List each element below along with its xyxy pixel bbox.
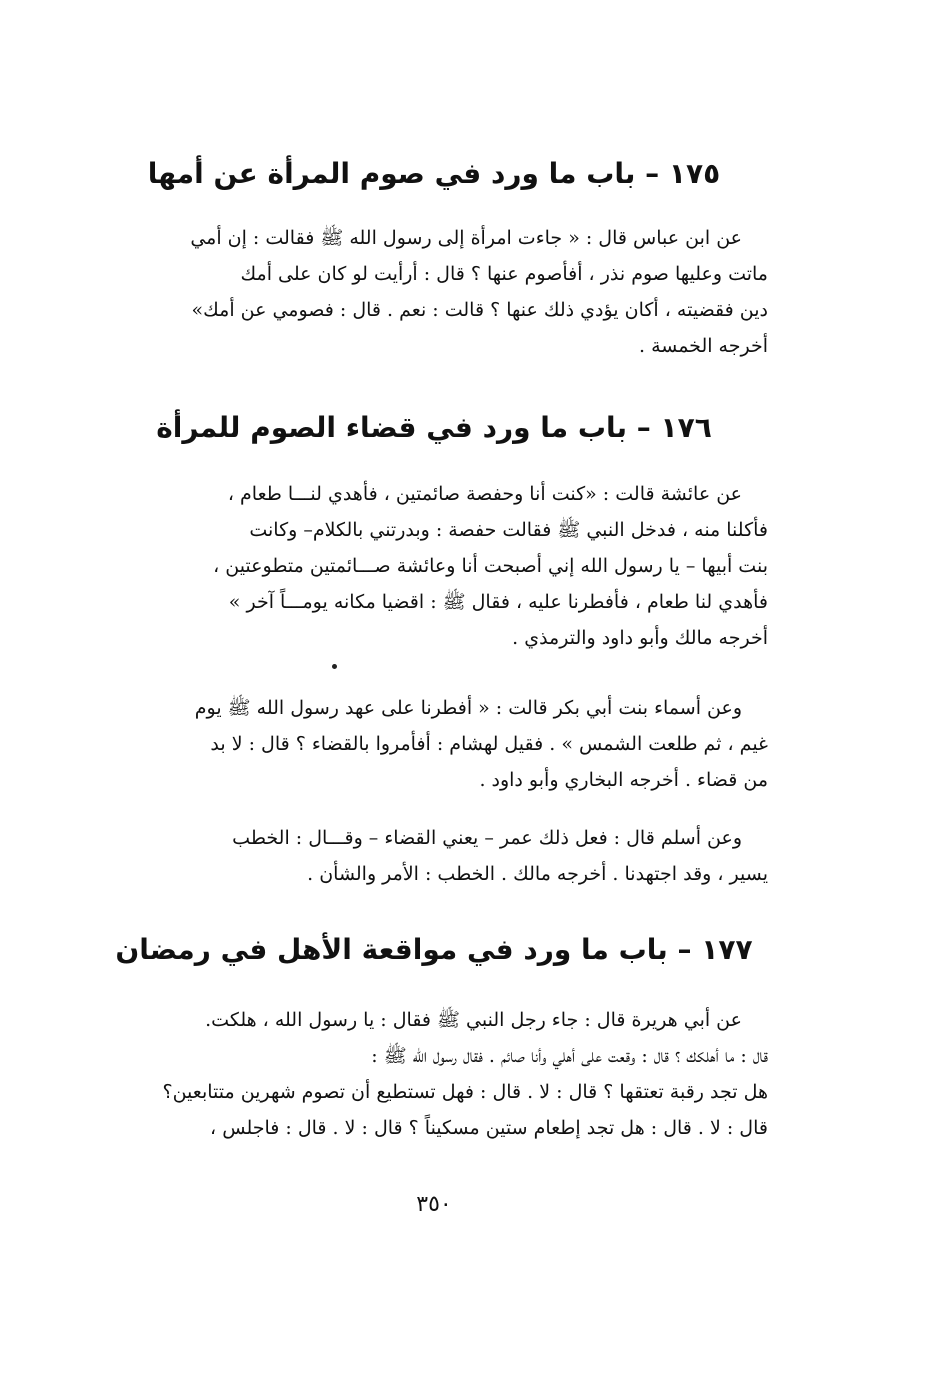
ink-dot — [332, 664, 337, 669]
text-line: يسير ، وقد اجتهدنا . أخرجه مالك . الخطب : الأمر والشأن . — [307, 863, 768, 885]
text-line: وعن أسماء بنت أبي بكر قالت : « أفطرنا على عهد رسول الله ﷺ يوم — [194, 697, 742, 719]
text-line: غيم ، ثم طلعت الشمس » . فقيل لهشام : أفأمروا بالقضاء ؟ قال : لا بد — [210, 733, 768, 755]
text-line: بنت أبيها – يا رسول الله إني أصبحت أنا وعائشة صـــائمتين متطوعتين ، — [213, 555, 768, 577]
text-line: هل تجد رقبة تعتقها ؟ قال : لا . قال : فهل تستطيع أن تصوم شهرين متتابعين؟ — [162, 1081, 768, 1103]
text-line: أخرجه مالك وأبو داود والترمذي . — [512, 627, 768, 649]
text-line: فأكلنا منه ، فدخل النبي ﷺ فقالت حفصة : وبدرتني بالكلام– وكانت — [249, 519, 768, 541]
section-heading-177: ١٧٧ – باب ما ورد في مواقعة الأهل في رمضان — [115, 933, 753, 966]
text-line: عن ابن عباس قال : « جاءت امرأة إلى رسول الله ﷺ فقالت : إن أمي — [190, 227, 742, 249]
text-line: عن أبي هريرة قال : جاء رجل النبي ﷺ فقال : يا رسول الله ، هلكت. — [205, 1009, 742, 1031]
section-heading-176: ١٧٦ – باب ما ورد في قضاء الصوم للمرأة — [156, 411, 712, 444]
text-line: وعن أسلم قال : فعل ذلك عمر – يعني القضاء – وقـــال : الخطب — [232, 827, 742, 849]
text-line: قال : لا . قال : هل تجد إطعام ستين مسكيناً ؟ قال : لا . قال : فاجلس ، — [210, 1117, 768, 1139]
text-line: عن عائشة قالت : «كنت أنا وحفصة صائمتين ، فأهدي لنـــا طعام ، — [227, 483, 742, 505]
text-line: دين فقضيته ، أكان يؤدي ذلك عنها ؟ قالت : نعم . قال : فصومي عن أمك» — [191, 299, 768, 321]
text-line: أخرجه الخمسة . — [638, 335, 768, 357]
text-line: من قضاء . أخرجه البخاري وأبو داود . — [479, 769, 768, 791]
text-line: فأهدي لنا طعام ، فأفطرنا عليه ، فقال ﷺ : اقضيا مكانه يومـــاً آخر » — [228, 591, 768, 613]
paragraph — [100, 690, 768, 798]
paragraph — [100, 820, 768, 892]
text-line: قال : ما أهلكك ؟ قال : وقعت على أهلي وأنا صائم . فقال رسول الله ﷺ : — [371, 1045, 768, 1067]
section-heading-175: ١٧٥ – باب ما ورد في صوم المرأة عن أمها — [147, 157, 721, 190]
text-line: ماتت وعليها صوم نذر ، أفأصوم عنها ؟ قال : أرأيت لو كان على أمك — [240, 263, 768, 285]
page-number: ٣٥٠ — [416, 1192, 452, 1217]
paragraph — [100, 220, 768, 364]
paragraph — [100, 476, 768, 656]
paragraph — [100, 1002, 768, 1146]
